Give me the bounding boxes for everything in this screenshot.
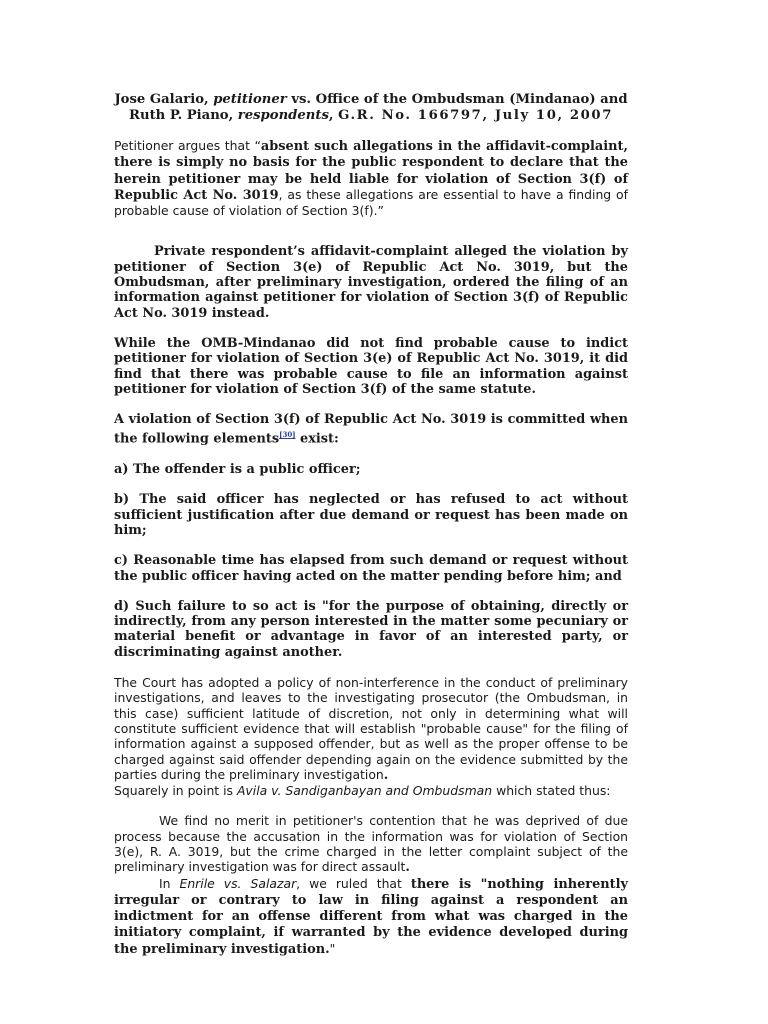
quote-enrile [114,876,628,957]
p1-rest: , as these allegations are essential to have a finding of probable cause of violation of Section 3(f).” [114,186,628,219]
quote-avila [114,813,628,875]
title-respondents-role: respondents [237,108,329,123]
element-b: b) The said officer has neglected or has refused to act without sufficient justification after due demand or request has been made on him; [114,492,628,538]
p4-tail: exist: [295,431,339,447]
element-d: d) Such failure to so act is "for the purpose of obtaining, directly or indirectly, from any person interested in the matter some pecuniary or material benefit or advantage in favor of an interested party, or discriminating against another. [114,598,628,660]
p6-case-name: Avila v. Sandiganbayan and Ombudsman [236,783,493,799]
element-a: a) The offender is a public officer; [114,462,361,478]
quote2-case-name: Enrile vs. Salazar [179,875,297,891]
title-petitioner-role: petitioner [213,92,287,107]
title-separator: , [328,108,339,123]
p1-lead: Petitioner argues that “ [114,138,261,153]
paragraph-petitioner-argument [114,138,628,218]
quote2-bold: there is "nothing inherently irregular or contrary to law in filing against a respondent an indictment for an offense different from what was charged in the initiatory complaint, if warranted by the evidence developed during the preliminary investigation. [114,876,628,957]
p1-bold-quote: absent such allegations in the affidavit-complaint, there is simply no basis for the public respondent to declare that the herein petitioner may be held liable for violation of Section 3(f) of Republic Act No. 3019 [114,139,628,203]
quote2-close: " [329,940,336,956]
title-gr-number: G.R. No. 166797, July 10, 2007 [338,108,613,123]
paragraph-non-interference [114,675,628,783]
p6-tail: which stated thus: [492,783,611,799]
p5-end: . [383,767,389,783]
quote1-text: We find no merit in petitioner's contention that he was deprived of due process because the accusation in the information was for violation of Section 3(e), R. A. 3019, but the crime charged in the letter complaint subject of the preliminary investigation was for direct assault [114,813,628,875]
paragraph-squarely-in-point [114,783,628,798]
document-body [114,92,628,957]
title-respondents: vs. Office of the Ombudsman (Mindanao) and Ruth P. Piano, [129,92,628,123]
paragraph-omb-mindanao: While the OMB-Mindanao did not find probable cause to indict petitioner for violation of Section 3(e) of Republic Act No. 3019, it did find that there was probable cause to file an information against petitioner for violation of Section 3(f) of the same statute. [114,335,628,397]
element-c: c) Reasonable time has elapsed from such demand or request without the public officer having acted on the matter pending before him; and [114,553,628,584]
p4-text: A violation of Section 3(f) of Republic Act No. 3019 is committed when the following elements [114,412,628,447]
p5-text: The Court has adopted a policy of non-interference in the conduct of preliminary investigations, and leaves to the investigating prosecutor (the Ombudsman, in this case) sufficient latitude of discretion, not only in determining what will constitute sufficient evidence that will establish "probable cause" for the filing of information against a supposed offender, but as well as the proper offense to be charged against said offender depending again on the evidence submitted by the parties during the preliminary investigation [114,675,628,782]
footnote-link[interactable]: [30] [279,430,296,440]
paragraph-violation-elements [114,412,628,447]
title-petitioner-name: Jose Galario, [114,92,214,107]
quote1-end: . [405,860,410,876]
quote2-mid: , we ruled that [296,875,411,891]
p6-lead: Squarely in point is [114,783,237,799]
case-title [114,92,628,124]
quote2-lead: In [159,875,180,891]
paragraph-private-respondent: Private respondent’s affidavit-complaint alleged the violation by petitioner of Section 3(e) of Republic Act No. 3019, but the Ombudsman, after preliminary investigation, ordered the filing of an information against petitioner for violation of Section 3(f) of Republic Act No. 3019 instead. [114,244,628,321]
